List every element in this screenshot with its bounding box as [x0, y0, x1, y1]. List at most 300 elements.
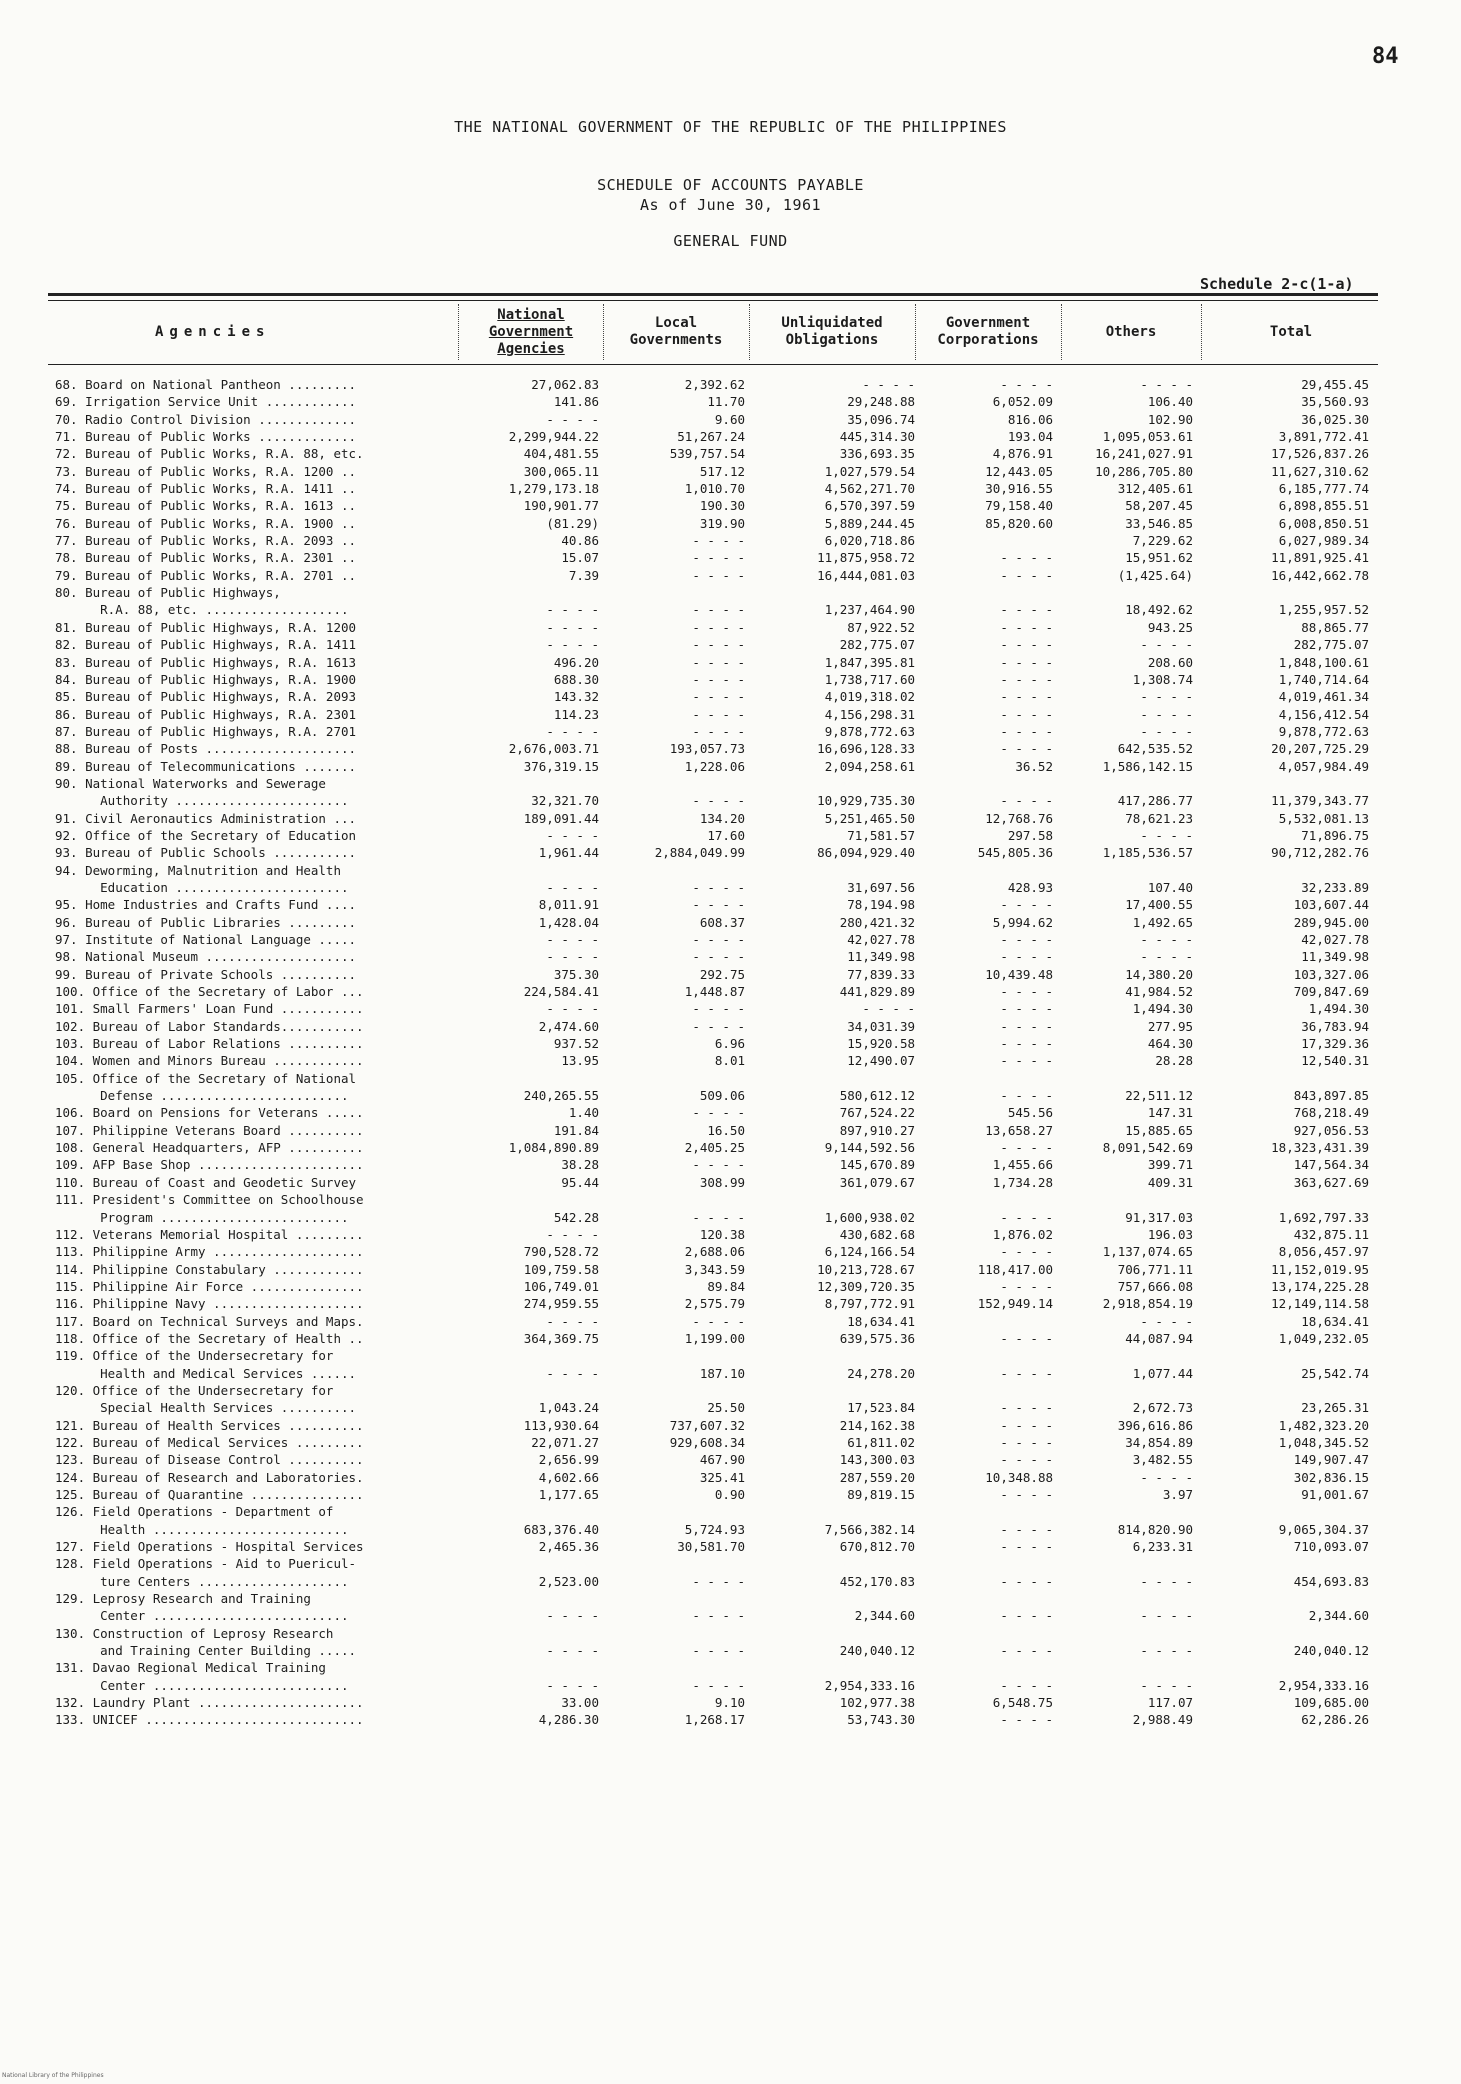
- agency-name: 125. Bureau of Quarantine ...............: [55, 1487, 364, 1502]
- agency-name: 107. Philippine Veterans Board ..........: [55, 1122, 364, 1138]
- amount-loc: 0.90: [714, 1487, 745, 1502]
- amount-nat: - - - -: [546, 1677, 599, 1693]
- amount-gov: 297.58: [1007, 827, 1053, 843]
- amount-loc: 319.90: [699, 515, 745, 531]
- amount-tot: 4,019,461.34: [1278, 689, 1369, 705]
- amount-loc: 2,575.79: [684, 1296, 745, 1312]
- amount-unl: [751, 1347, 921, 1364]
- amount-unl: 8,797,772.91: [824, 1296, 915, 1312]
- amount-unl: 42,027.78: [847, 932, 915, 947]
- amount-oth: - - - -: [1140, 1608, 1193, 1624]
- table-row: [55, 463, 1385, 480]
- amount-tot: 29,455.45: [1301, 377, 1369, 392]
- table-row: [55, 619, 1385, 636]
- table-row: [55, 1295, 1385, 1312]
- amount-gov: - - - -: [1000, 1209, 1053, 1225]
- amount-unl: 2,344.60: [854, 1608, 915, 1624]
- agency-name: 97. Institute of National Language .....: [55, 932, 357, 947]
- header-unliquidated: Unliquidated Obligations: [781, 315, 883, 348]
- agency-name: 81. Bureau of Public Highways, R.A. 1200: [55, 619, 357, 635]
- amount-tot: [1199, 1625, 1375, 1642]
- amount-tot: 1,740,714.64: [1278, 671, 1369, 687]
- agency-name: 110. Bureau of Coast and Geodetic Survey: [55, 1174, 357, 1190]
- header-others: Others: [1105, 323, 1157, 340]
- amount-gov: [921, 1313, 1059, 1330]
- amount-tot: 240,040.12: [1293, 1643, 1369, 1659]
- amount-loc: [605, 1070, 751, 1087]
- amount-loc: 25.50: [707, 1400, 745, 1416]
- amount-nat: 15.07: [561, 550, 599, 566]
- table-row: [55, 1052, 1385, 1069]
- agency-name: 92. Office of the Secretary of Education: [55, 827, 357, 843]
- title-fund: GENERAL FUND: [673, 232, 788, 250]
- amount-loc: 134.20: [699, 810, 745, 826]
- amount-unl: 767,524.22: [839, 1105, 915, 1121]
- amount-unl: 16,696,128.33: [817, 741, 915, 757]
- amount-unl: 1,237,464.90: [824, 602, 915, 618]
- amount-tot: 23,265.31: [1301, 1400, 1369, 1416]
- agency-name: 114. Philippine Constabulary ............: [55, 1261, 364, 1277]
- amount-nat: 27,062.83: [531, 377, 599, 392]
- amount-nat: 404,481.55: [523, 446, 599, 462]
- amount-unl: 1,738,717.60: [824, 671, 915, 687]
- agency-name: 108. General Headquarters, AFP ..........: [55, 1140, 364, 1156]
- amount-gov: - - - -: [1000, 897, 1053, 913]
- agency-name: 94. Deworming, Malnutrition and Health: [55, 862, 341, 878]
- amount-unl: 1,847,395.81: [824, 654, 915, 670]
- table-row: [55, 428, 1385, 445]
- amount-nat: 790,528.72: [523, 1244, 599, 1260]
- agency-name: 102. Bureau of Labor Standards...........: [55, 1018, 364, 1034]
- amount-unl: 6,570,397.59: [824, 498, 915, 514]
- amount-gov: - - - -: [1000, 949, 1053, 965]
- agency-name: 105. Office of the Secretary of National: [55, 1070, 357, 1086]
- amount-loc: [605, 1382, 751, 1399]
- amount-oth: 33,546.85: [1125, 515, 1193, 531]
- amount-nat: 32,321.70: [531, 793, 599, 809]
- amount-tot: 289,945.00: [1293, 914, 1369, 930]
- agency-name: and Training Center Building .....: [55, 1643, 357, 1659]
- amount-tot: 6,008,850.51: [1278, 515, 1369, 531]
- amount-unl: 580,612.12: [839, 1088, 915, 1104]
- table-row: [55, 376, 1385, 393]
- amount-loc: 30,581.70: [677, 1539, 745, 1555]
- header-national: [462, 300, 600, 364]
- amount-unl: [751, 1590, 921, 1607]
- header-national-text: National Government Agencies: [488, 306, 574, 357]
- table-row: [55, 1139, 1385, 1156]
- amount-unl: 4,156,298.31: [824, 706, 915, 722]
- amount-loc: - - - -: [692, 1001, 745, 1017]
- agency-name: 120. Office of the Undersecretary for: [55, 1382, 334, 1398]
- amount-oth: 8,091,542.69: [1102, 1140, 1193, 1156]
- amount-oth: (1,425.64): [1117, 567, 1193, 583]
- amount-unl: 78,194.98: [847, 897, 915, 913]
- agency-name: Program .........................: [55, 1209, 349, 1225]
- amount-gov: - - - -: [1000, 741, 1053, 757]
- amount-tot: 1,049,232.05: [1278, 1330, 1369, 1346]
- amount-loc: 89.84: [707, 1278, 745, 1294]
- amount-unl: 336,693.35: [839, 446, 915, 462]
- amount-gov: - - - -: [1000, 1365, 1053, 1381]
- table-row: [55, 636, 1385, 653]
- table-row: [55, 896, 1385, 913]
- amount-loc: 9.60: [714, 411, 745, 427]
- amount-loc: - - - -: [692, 879, 745, 895]
- amount-oth: 2,988.49: [1132, 1712, 1193, 1728]
- amount-loc: - - - -: [692, 1018, 745, 1034]
- amount-unl: 12,490.07: [847, 1053, 915, 1069]
- agency-name: 130. Construction of Leprosy Research: [55, 1625, 334, 1641]
- title-date: As of June 30, 1961: [639, 196, 822, 214]
- table-row: [55, 1104, 1385, 1121]
- amount-oth: 17,400.55: [1125, 897, 1193, 913]
- table-row: [55, 879, 1385, 896]
- table-row: [55, 1278, 1385, 1295]
- amount-nat: [457, 1503, 605, 1520]
- amount-gov: - - - -: [1000, 1278, 1053, 1294]
- amount-oth: - - - -: [1140, 1313, 1193, 1329]
- footer-note: National Library of the Philippines: [2, 2072, 104, 2079]
- amount-tot: [1199, 775, 1375, 792]
- amount-gov: - - - -: [1000, 932, 1053, 947]
- amount-nat: 13.95: [561, 1053, 599, 1069]
- amount-oth: 396,616.86: [1117, 1417, 1193, 1433]
- amount-loc: 8.01: [714, 1053, 745, 1069]
- accounts-table: [55, 376, 1385, 1729]
- amount-loc: - - - -: [692, 602, 745, 618]
- amount-nat: 688.30: [553, 671, 599, 687]
- amount-unl: - - - -: [862, 377, 915, 392]
- amount-nat: 1,043.24: [538, 1400, 599, 1416]
- amount-nat: 4,602.66: [538, 1469, 599, 1485]
- amount-tot: 768,218.49: [1293, 1105, 1369, 1121]
- amount-oth: [1059, 862, 1199, 879]
- amount-tot: 11,891,925.41: [1271, 550, 1369, 566]
- amount-gov: 6,548.75: [992, 1695, 1053, 1711]
- amount-unl: 445,314.30: [839, 429, 915, 445]
- table-row: [55, 532, 1385, 549]
- amount-oth: - - - -: [1140, 1573, 1193, 1589]
- table-row: [55, 931, 1385, 948]
- amount-oth: [1059, 1070, 1199, 1087]
- amount-loc: [605, 1659, 751, 1676]
- amount-gov: [921, 1555, 1059, 1572]
- amount-loc: - - - -: [692, 932, 745, 947]
- amount-gov: 545,805.36: [977, 845, 1053, 861]
- amount-oth: 2,672.73: [1132, 1400, 1193, 1416]
- agency-name: 74. Bureau of Public Works, R.A. 1411 ..: [55, 481, 357, 497]
- amount-unl: 214,162.38: [839, 1417, 915, 1433]
- table-row: [55, 1521, 1385, 1538]
- amount-nat: 191.84: [553, 1122, 599, 1138]
- amount-unl: 452,170.83: [839, 1573, 915, 1589]
- amount-nat: 143.32: [553, 689, 599, 705]
- amount-unl: [751, 1070, 921, 1087]
- amount-oth: 943.25: [1147, 619, 1193, 635]
- table-row: [55, 1018, 1385, 1035]
- amount-oth: [1059, 1503, 1199, 1520]
- amount-oth: - - - -: [1140, 637, 1193, 653]
- amount-unl: [751, 1503, 921, 1520]
- table-row: [55, 601, 1385, 618]
- agency-name: 116. Philippine Navy ....................: [55, 1296, 364, 1312]
- table-row: [55, 411, 1385, 428]
- amount-oth: 1,494.30: [1132, 1001, 1193, 1017]
- amount-unl: 61,811.02: [847, 1434, 915, 1450]
- amount-nat: [457, 1382, 605, 1399]
- amount-unl: 361,079.67: [839, 1174, 915, 1190]
- amount-nat: 274,959.55: [523, 1296, 599, 1312]
- amount-loc: 1,268.17: [684, 1712, 745, 1728]
- table-row: [55, 1122, 1385, 1139]
- amount-loc: 737,607.32: [669, 1417, 745, 1433]
- amount-nat: 224,584.41: [523, 984, 599, 1000]
- amount-oth: 106.40: [1147, 394, 1193, 410]
- amount-oth: 58,207.45: [1125, 498, 1193, 514]
- amount-loc: 16.50: [707, 1122, 745, 1138]
- amount-loc: 929,608.34: [669, 1434, 745, 1450]
- amount-tot: 1,848,100.61: [1278, 654, 1369, 670]
- agency-name: Education .......................: [55, 879, 349, 895]
- header-government: Government Corporations: [937, 315, 1039, 348]
- amount-oth: 1,137,074.65: [1102, 1244, 1193, 1260]
- amount-gov: 193.04: [1007, 429, 1053, 445]
- amount-loc: 308.99: [699, 1174, 745, 1190]
- table-row: [55, 567, 1385, 584]
- amount-loc: 608.37: [699, 914, 745, 930]
- amount-gov: [921, 1590, 1059, 1607]
- amount-loc: - - - -: [692, 949, 745, 965]
- amount-nat: 33.00: [561, 1695, 599, 1711]
- amount-loc: 2,688.06: [684, 1244, 745, 1260]
- table-row: [55, 1330, 1385, 1347]
- amount-unl: 11,349.98: [847, 949, 915, 965]
- amount-nat: [457, 1070, 605, 1087]
- table-row: [55, 948, 1385, 965]
- amount-oth: - - - -: [1140, 1643, 1193, 1659]
- amount-unl: [751, 775, 921, 792]
- agency-name: 101. Small Farmers' Loan Fund ...........: [55, 1001, 364, 1017]
- amount-tot: 90,712,282.76: [1271, 845, 1369, 861]
- amount-unl: - - - -: [862, 1001, 915, 1017]
- amount-oth: 16,241,027.91: [1095, 446, 1193, 462]
- amount-oth: - - - -: [1140, 706, 1193, 722]
- amount-loc: 517.12: [699, 463, 745, 479]
- amount-oth: 1,586,142.15: [1102, 758, 1193, 774]
- table-row: [55, 983, 1385, 1000]
- amount-loc: - - - -: [692, 689, 745, 705]
- amount-oth: 15,951.62: [1125, 550, 1193, 566]
- amount-gov: [921, 1625, 1059, 1642]
- table-row: [55, 480, 1385, 497]
- agency-name: 82. Bureau of Public Highways, R.A. 1411: [55, 637, 357, 653]
- agency-name: 131. Davao Regional Medical Training: [55, 1660, 326, 1676]
- amount-unl: 24,278.20: [847, 1365, 915, 1381]
- amount-tot: 454,693.83: [1293, 1573, 1369, 1589]
- agency-name: 88. Bureau of Posts ....................: [55, 741, 357, 757]
- amount-unl: 10,929,735.30: [817, 793, 915, 809]
- amount-loc: - - - -: [692, 637, 745, 653]
- amount-unl: 29,248.88: [847, 394, 915, 410]
- table-row: [55, 810, 1385, 827]
- amount-nat: - - - -: [546, 879, 599, 895]
- amount-nat: 141.86: [553, 394, 599, 410]
- amount-tot: [1199, 862, 1375, 879]
- amount-nat: 113,930.64: [523, 1417, 599, 1433]
- agency-name: R.A. 88, etc. ...................: [55, 602, 349, 618]
- amount-tot: [1199, 1070, 1375, 1087]
- table-row: [55, 1347, 1385, 1364]
- amount-unl: 15,920.58: [847, 1036, 915, 1052]
- amount-tot: 88,865.77: [1301, 619, 1369, 635]
- amount-nat: 2,523.00: [538, 1573, 599, 1589]
- amount-unl: 2,094,258.61: [824, 758, 915, 774]
- column-separator: [749, 304, 750, 360]
- amount-unl: 11,875,958.72: [817, 550, 915, 566]
- agency-name: Authority .......................: [55, 793, 349, 809]
- amount-gov: - - - -: [1000, 377, 1053, 392]
- table-row: [55, 966, 1385, 983]
- table-row: [55, 723, 1385, 740]
- amount-oth: [1059, 1347, 1199, 1364]
- agency-name: 71. Bureau of Public Works .............: [55, 429, 357, 445]
- amount-tot: [1199, 1347, 1375, 1364]
- amount-loc: 539,757.54: [669, 446, 745, 462]
- amount-gov: 1,876.02: [992, 1226, 1053, 1242]
- amount-oth: 814,820.90: [1117, 1521, 1193, 1537]
- amount-unl: 145,670.89: [839, 1157, 915, 1173]
- amount-gov: - - - -: [1000, 602, 1053, 618]
- amount-gov: [921, 1070, 1059, 1087]
- amount-oth: 28.28: [1155, 1053, 1193, 1069]
- amount-unl: 53,743.30: [847, 1712, 915, 1728]
- amount-unl: [751, 1191, 921, 1208]
- table-row: [55, 1677, 1385, 1694]
- amount-gov: 10,439.48: [985, 966, 1053, 982]
- amount-nat: 2,465.36: [538, 1539, 599, 1555]
- agency-name: 86. Bureau of Public Highways, R.A. 2301: [55, 706, 357, 722]
- column-separator: [1201, 304, 1202, 360]
- amount-unl: 282,775.07: [839, 637, 915, 653]
- amount-nat: 4,286.30: [538, 1712, 599, 1728]
- amount-oth: 409.31: [1147, 1174, 1193, 1190]
- amount-nat: 376,319.15: [523, 758, 599, 774]
- amount-gov: - - - -: [1000, 1434, 1053, 1450]
- amount-nat: - - - -: [546, 1643, 599, 1659]
- amount-tot: 2,954,333.16: [1278, 1677, 1369, 1693]
- amount-gov: - - - -: [1000, 619, 1053, 635]
- amount-unl: [751, 1555, 921, 1572]
- table-row: [55, 1694, 1385, 1711]
- amount-oth: 196.03: [1147, 1226, 1193, 1242]
- amount-unl: 9,144,592.56: [824, 1140, 915, 1156]
- amount-unl: 17,523.84: [847, 1400, 915, 1416]
- amount-unl: [751, 862, 921, 879]
- amount-loc: - - - -: [692, 671, 745, 687]
- amount-gov: 1,455.66: [992, 1157, 1053, 1173]
- amount-loc: - - - -: [692, 897, 745, 913]
- amount-nat: [457, 1191, 605, 1208]
- table-row: [55, 1365, 1385, 1382]
- agency-name: 127. Field Operations - Hospital Services: [55, 1539, 364, 1555]
- amount-loc: - - - -: [692, 1313, 745, 1329]
- amount-gov: - - - -: [1000, 793, 1053, 809]
- amount-tot: 109,685.00: [1293, 1695, 1369, 1711]
- amount-loc: - - - -: [692, 1105, 745, 1121]
- amount-gov: - - - -: [1000, 567, 1053, 583]
- amount-oth: [1059, 1590, 1199, 1607]
- amount-tot: 18,323,431.39: [1271, 1140, 1369, 1156]
- header-total: Total: [1269, 323, 1313, 340]
- amount-tot: 432,875.11: [1293, 1226, 1369, 1242]
- agency-name: 73. Bureau of Public Works, R.A. 1200 ..: [55, 463, 357, 479]
- title-schedule: SCHEDULE OF ACCOUNTS PAYABLE: [597, 176, 864, 194]
- amount-oth: 3.97: [1162, 1487, 1193, 1502]
- amount-nat: 1,961.44: [538, 845, 599, 861]
- amount-tot: 6,027,989.34: [1278, 533, 1369, 549]
- amount-loc: 193,057.73: [669, 741, 745, 757]
- table-row: [55, 1070, 1385, 1087]
- table-row: [55, 1625, 1385, 1642]
- amount-unl: 89,819.15: [847, 1487, 915, 1502]
- amount-nat: 375.30: [553, 966, 599, 982]
- amount-unl: 31,697.56: [847, 879, 915, 895]
- agency-name: 121. Bureau of Health Services ..........: [55, 1417, 364, 1433]
- amount-oth: 208.60: [1147, 654, 1193, 670]
- amount-oth: - - - -: [1140, 949, 1193, 965]
- table-row: [55, 792, 1385, 809]
- amount-oth: [1059, 775, 1199, 792]
- amount-nat: 38.28: [561, 1157, 599, 1173]
- amount-tot: 91,001.67: [1301, 1487, 1369, 1502]
- amount-tot: 1,048,345.52: [1278, 1434, 1369, 1450]
- amount-loc: 3,343.59: [684, 1261, 745, 1277]
- amount-loc: [605, 1555, 751, 1572]
- amount-tot: 12,540.31: [1301, 1053, 1369, 1069]
- amount-tot: [1199, 1382, 1375, 1399]
- amount-oth: 6,233.31: [1132, 1539, 1193, 1555]
- amount-tot: 5,532,081.13: [1278, 810, 1369, 826]
- amount-tot: 4,156,412.54: [1278, 706, 1369, 722]
- amount-unl: 35,096.74: [847, 411, 915, 427]
- amount-tot: 363,627.69: [1293, 1174, 1369, 1190]
- amount-nat: 114.23: [553, 706, 599, 722]
- amount-gov: [921, 584, 1059, 601]
- amount-nat: 2,474.60: [538, 1018, 599, 1034]
- table-row: [55, 1503, 1385, 1520]
- amount-nat: - - - -: [546, 637, 599, 653]
- amount-gov: 428.93: [1007, 879, 1053, 895]
- amount-nat: 189,091.44: [523, 810, 599, 826]
- amount-unl: 12,309,720.35: [817, 1278, 915, 1294]
- amount-gov: - - - -: [1000, 1608, 1053, 1624]
- amount-gov: - - - -: [1000, 1487, 1053, 1502]
- amount-oth: 91,317.03: [1125, 1209, 1193, 1225]
- amount-unl: 1,027,579.54: [824, 463, 915, 479]
- agency-name: 84. Bureau of Public Highways, R.A. 1900: [55, 671, 357, 687]
- amount-nat: - - - -: [546, 1001, 599, 1017]
- agency-name: 99. Bureau of Private Schools ..........: [55, 966, 357, 982]
- amount-gov: [921, 1382, 1059, 1399]
- amount-oth: 10,286,705.80: [1095, 463, 1193, 479]
- amount-loc: - - - -: [692, 654, 745, 670]
- amount-unl: 16,444,081.03: [817, 567, 915, 583]
- agency-name: 109. AFP Base Shop ......................: [55, 1157, 364, 1173]
- amount-oth: 14,380.20: [1125, 966, 1193, 982]
- amount-unl: [751, 1625, 921, 1642]
- table-row: [55, 844, 1385, 861]
